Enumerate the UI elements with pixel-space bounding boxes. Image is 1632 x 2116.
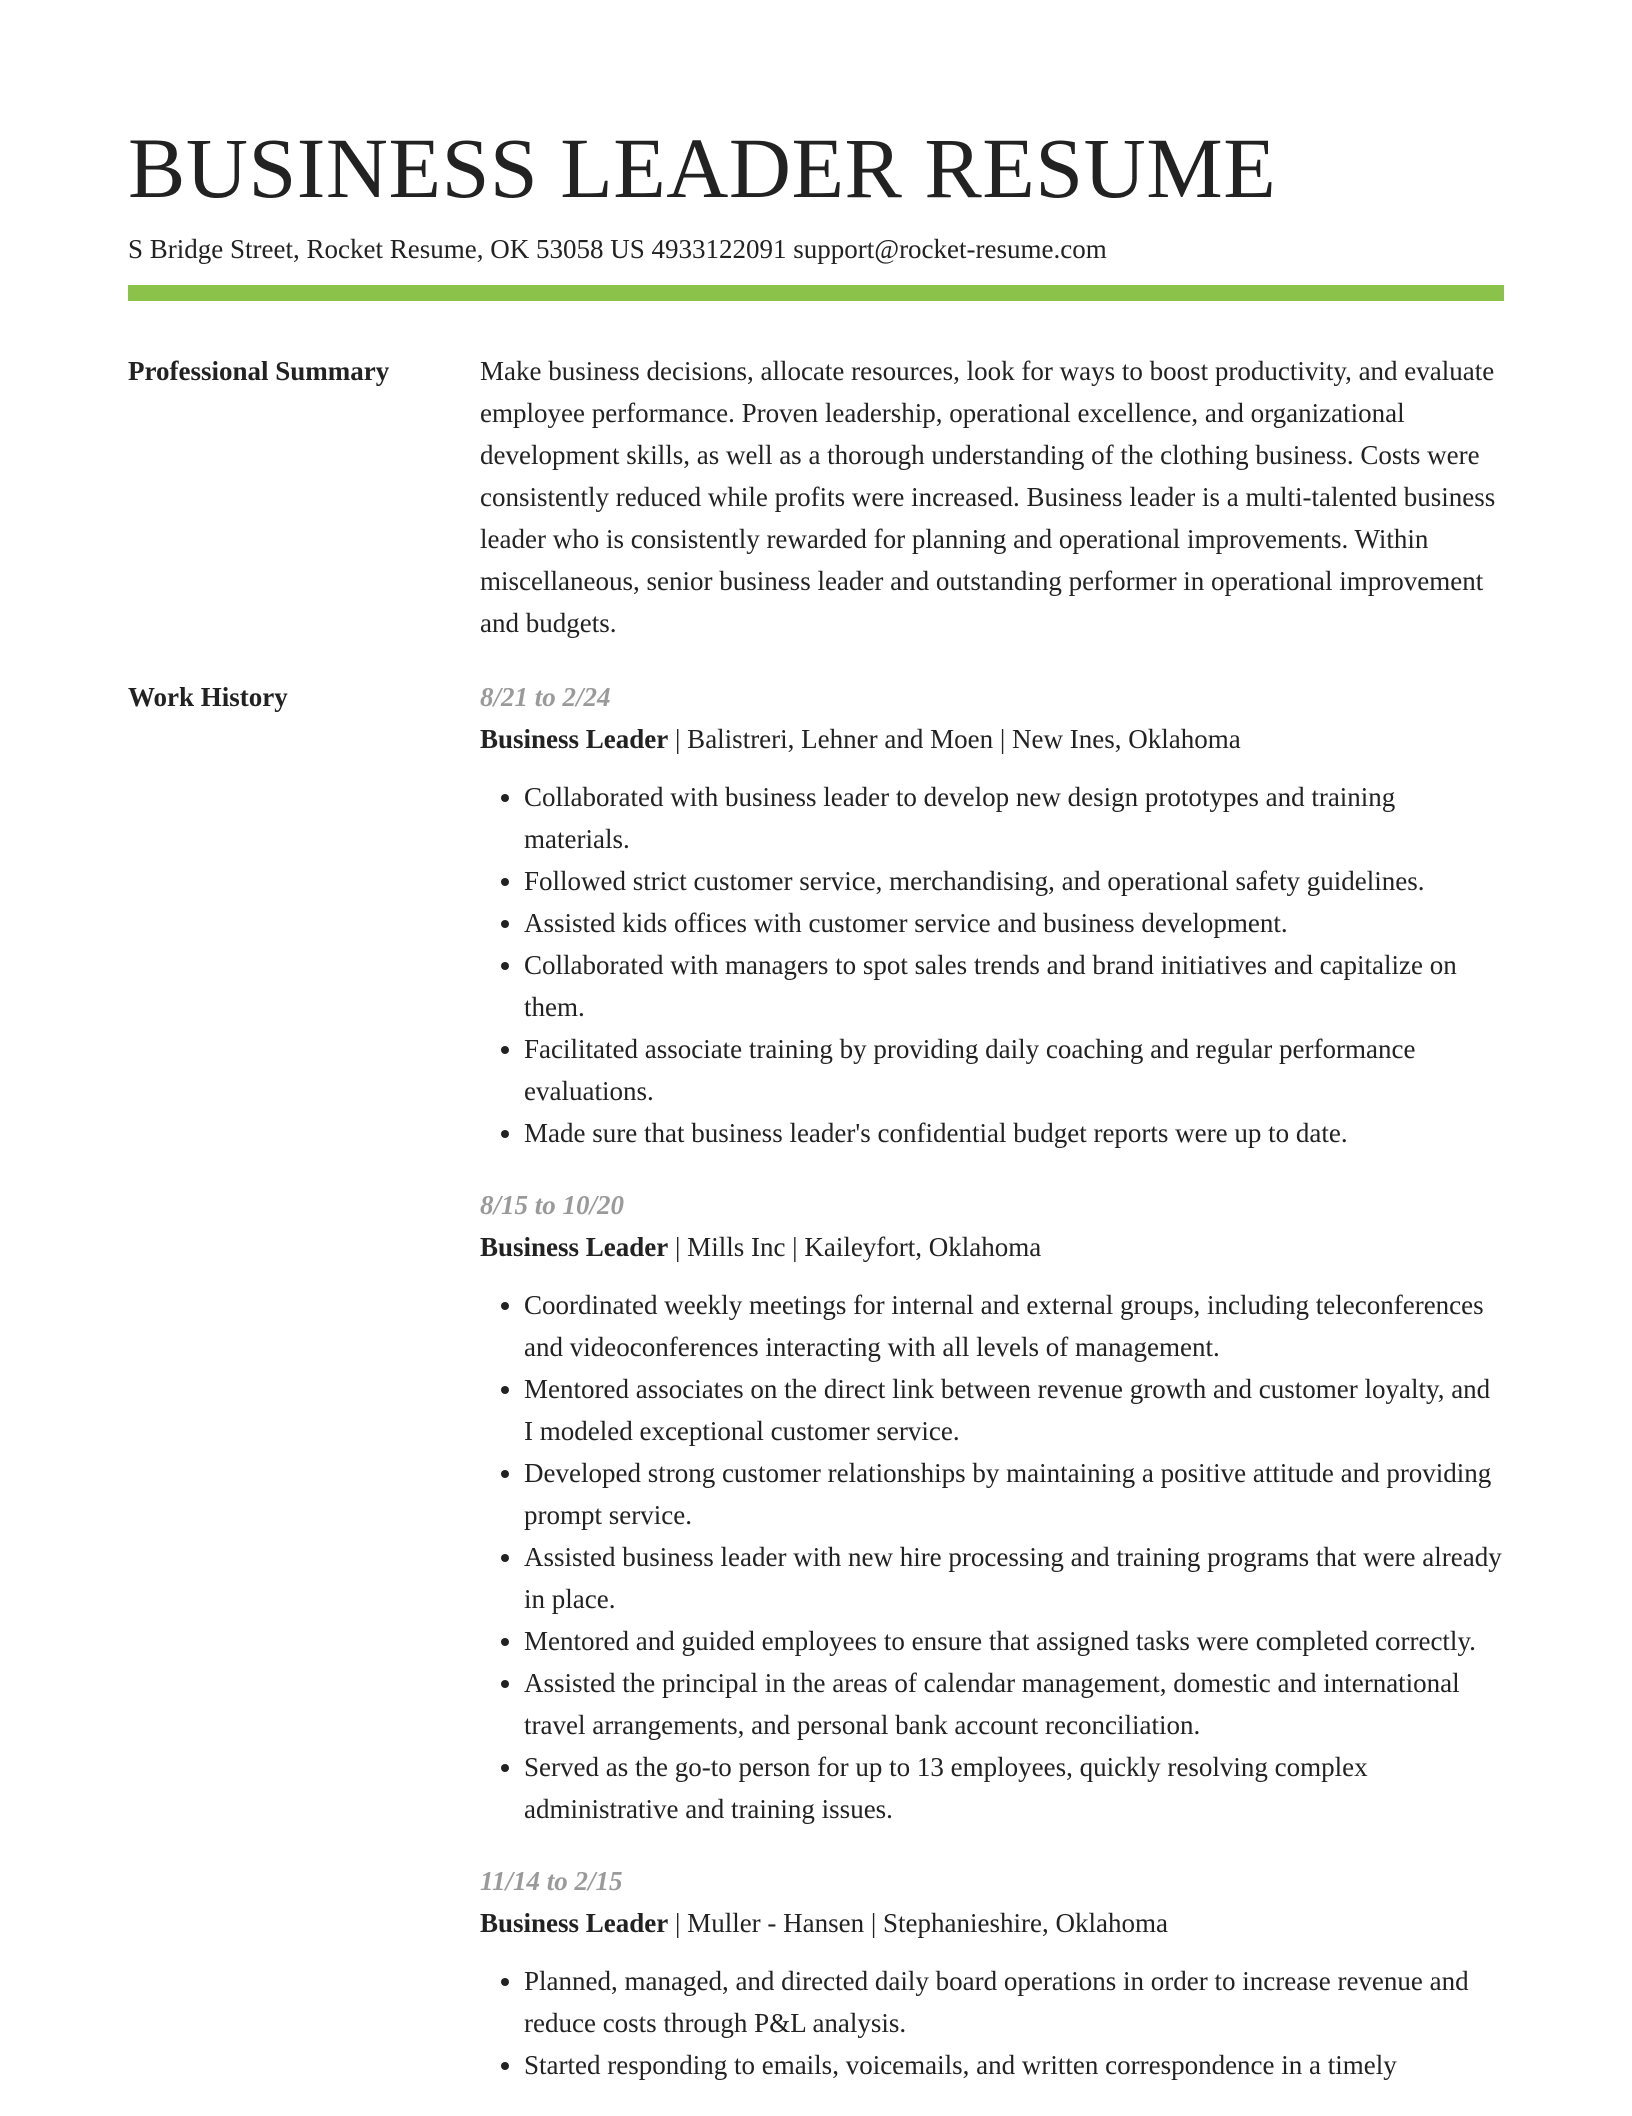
summary-body (480, 350, 1504, 644)
resume-title: BUSINESS LEADER RESUME (128, 120, 1277, 216)
job-bullet-list (480, 776, 1504, 1154)
job-heading (480, 1226, 1504, 1268)
job-bullet-list (480, 1284, 1504, 1830)
job-dates: 8/21 to 2/24 (480, 682, 611, 712)
job-bullet: • Assisted business leader with new hire processing and training programs that were already in place. (524, 1536, 1504, 1620)
job-title: Business Leader (480, 724, 669, 754)
job-bullet: • Collaborated with managers to spot sales trends and brand initiatives and capitalize on them. (524, 944, 1504, 1028)
job-company-location: | Muller - Hansen | Stephanieshire, Oklahoma (668, 1908, 1168, 1938)
job-title: Business Leader (480, 1232, 669, 1262)
job-bullet: • Planned, managed, and directed daily board operations in order to increase revenue and reduce costs through P&L analysis. (524, 1960, 1504, 2044)
job-company-location: | Mills Inc | Kaileyfort, Oklahoma (668, 1232, 1042, 1262)
job-dates: 8/15 to 10/20 (480, 1190, 625, 1220)
job-bullet: • Started responding to emails, voicemails, and written correspondence in a timely (524, 2044, 1504, 2086)
job-bullet: • Collaborated with business leader to develop new design prototypes and training materials. (524, 776, 1504, 860)
job-dates: 11/14 to 2/15 (480, 1866, 623, 1896)
job-title: Business Leader (480, 1908, 669, 1938)
job-heading (480, 1902, 1504, 1944)
job-bullet: • Assisted kids offices with customer service and business development. (524, 902, 1504, 944)
job-bullet: • Assisted the principal in the areas of calendar management, domestic and international travel arrangements, and personal bank account reconciliation. (524, 1662, 1504, 1746)
job-entry (480, 1184, 1504, 1830)
work-history-body (480, 676, 1504, 2116)
job-bullet: • Made sure that business leader's confidential budget reports were up to date. (524, 1112, 1504, 1154)
header-divider (128, 285, 1504, 301)
job-bullet: • Mentored associates on the direct link between revenue growth and customer loyalty, and I modeled exceptional customer service. (524, 1368, 1504, 1452)
summary-text: Make business decisions, allocate resources, look for ways to boost productivity, and evaluate employee performance. Proven leadership, operational excellence, and organizational development skills, as well as a thorough understanding of the clothing business. Costs were consistently reduced while profits were increased. Business leader is a multi-talented business leader who is consistently rewarded for planning and operational improvements. Within miscellaneous, senior business leader and outstanding performer in operational improvement and budgets. (480, 356, 1496, 638)
job-heading (480, 718, 1504, 760)
job-bullet: • Served as the go-to person for up to 13 employees, quickly resolving complex administrative and training issues. (524, 1746, 1504, 1830)
job-bullet: • Developed strong customer relationships by maintaining a positive attitude and providing prompt service. (524, 1452, 1504, 1536)
contact-info: S Bridge Street, Rocket Resume, OK 53058 US 4933122091 support@rocket-resume.com (128, 234, 1107, 264)
summary-label: Professional Summary (128, 356, 390, 386)
job-company-location: | Balistreri, Lehner and Moen | New Ines, Oklahoma (668, 724, 1241, 754)
job-entry (480, 1860, 1504, 2086)
job-entry (480, 676, 1504, 1154)
job-bullet: • Coordinated weekly meetings for internal and external groups, including teleconferences and videoconferences interacting with all levels of management. (524, 1284, 1504, 1368)
work-history-label: Work History (128, 682, 288, 712)
job-bullet: • Followed strict customer service, merchandising, and operational safety guidelines. (524, 860, 1504, 902)
job-bullet: • Facilitated associate training by providing daily coaching and regular performance evaluations. (524, 1028, 1504, 1112)
job-bullet-list (480, 1960, 1504, 2086)
job-bullet: • Mentored and guided employees to ensure that assigned tasks were completed correctly. (524, 1620, 1504, 1662)
